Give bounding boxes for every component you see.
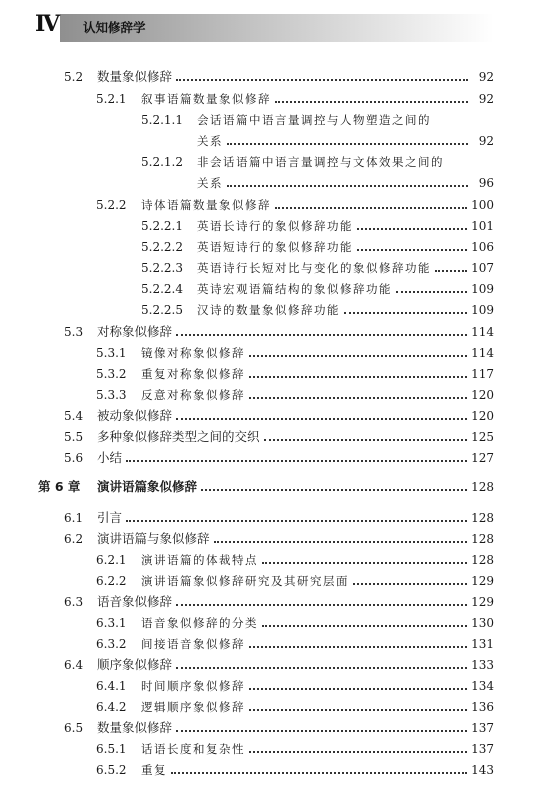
toc-entry-title: 数量象似修辞: [97, 720, 173, 735]
toc-entry[interactable]: [0, 280, 494, 298]
toc-entry-title: 非会话语篇中语言量调控与文体效果之间的: [197, 155, 444, 169]
toc-entry-title: 对称象似修辞: [97, 324, 173, 339]
toc-entry[interactable]: [0, 68, 494, 86]
dot-leader: [249, 709, 467, 711]
toc-entry[interactable]: [0, 323, 494, 341]
toc-entry[interactable]: [0, 386, 494, 404]
toc-entry-page: 92: [478, 70, 494, 84]
toc-entry-number: 5.2.1.2: [141, 155, 183, 169]
dot-leader: [126, 460, 467, 462]
toc-entry-number: 5.2.2.5: [141, 303, 183, 317]
toc-entry-title: 小结: [97, 450, 123, 465]
toc-entry-number: 5.2.2.3: [141, 261, 183, 275]
toc-entry-title: 英语长诗行的象似修辞功能: [197, 219, 353, 233]
dot-leader: [176, 730, 467, 732]
dot-leader: [262, 625, 467, 627]
toc-entry[interactable]: [0, 132, 494, 150]
dot-leader: [249, 355, 467, 357]
toc-entry[interactable]: [0, 259, 494, 277]
toc-entry-page: 100: [471, 198, 494, 212]
dot-leader: [126, 520, 467, 522]
toc-entry-page: 129: [471, 595, 494, 609]
dot-leader: [344, 312, 467, 314]
toc-entry-number: 5.2.2.2: [141, 240, 183, 254]
toc-entry-title: 会话语篇中语言量调控与人物塑造之间的: [197, 113, 431, 127]
toc-entry[interactable]: [0, 301, 494, 319]
toc-entry-title: 数量象似修辞: [97, 69, 173, 84]
toc-entry-page: 128: [471, 511, 494, 525]
toc-entry-number: 5.6: [64, 451, 84, 465]
toc-entry[interactable]: [0, 530, 494, 548]
toc-entry-number: 6.2.1: [96, 553, 127, 567]
toc-entry-title: 关系: [197, 134, 223, 148]
toc-entry[interactable]: [0, 761, 494, 779]
toc-entry[interactable]: [0, 365, 494, 383]
toc-entry-number: 6.5.1: [96, 742, 127, 756]
dot-leader: [201, 489, 467, 491]
toc-entry[interactable]: [0, 719, 494, 737]
toc-entry[interactable]: [0, 428, 494, 446]
toc-entry-page: 130: [471, 616, 494, 630]
toc-entry-page: 128: [471, 553, 494, 567]
dot-leader: [249, 751, 467, 753]
toc-entry-title: 反意对称象似修辞: [141, 388, 245, 402]
toc-entry[interactable]: [0, 551, 494, 569]
dot-leader: [249, 397, 467, 399]
toc-chapter-entry[interactable]: [0, 478, 494, 496]
toc-entry[interactable]: [0, 698, 494, 716]
toc-entry-page: 137: [471, 742, 494, 756]
dot-leader: [275, 207, 467, 209]
toc-entry[interactable]: [0, 614, 494, 632]
toc-entry-title: 多种象似修辞类型之间的交织: [97, 429, 260, 444]
toc-entry[interactable]: [0, 656, 494, 674]
toc-entry-number: 6.2.2: [96, 574, 127, 588]
toc-entry-page: 134: [471, 679, 494, 693]
dot-leader: [176, 604, 467, 606]
toc-entry-title: 逻辑顺序象似修辞: [141, 700, 245, 714]
toc-entry-number: 5.2.2.4: [141, 282, 183, 296]
toc-entry-page: 92: [478, 134, 494, 148]
toc-entry-number: 5.2.1: [96, 92, 127, 106]
toc-entry-number: 第 6 章: [38, 479, 81, 494]
toc-entry[interactable]: [0, 153, 494, 171]
toc-entry-number: 6.3: [64, 595, 84, 609]
dot-leader: [435, 270, 467, 272]
toc-entry-title: 关系: [197, 176, 223, 190]
dot-leader: [171, 772, 467, 774]
toc-entry[interactable]: [0, 593, 494, 611]
toc-entry-page: 128: [471, 480, 494, 494]
toc-entry-number: 5.2.2.1: [141, 219, 183, 233]
toc-entry-title: 语音象似修辞的分类: [141, 616, 258, 630]
toc-entry-number: 5.3.3: [96, 388, 127, 402]
toc-entry-number: 5.3: [64, 325, 84, 339]
toc-entry[interactable]: [0, 449, 494, 467]
toc-entry-number: 6.4.1: [96, 679, 127, 693]
toc-entry-title: 叙事语篇数量象似修辞: [141, 92, 271, 106]
toc-entry-page: 92: [478, 92, 494, 106]
dot-leader: [214, 541, 468, 543]
page-number: Ⅳ: [35, 11, 60, 37]
toc-entry[interactable]: [0, 217, 494, 235]
toc-entry-title: 演讲语篇象似修辞: [97, 479, 198, 494]
dot-leader: [176, 334, 467, 336]
dot-leader: [264, 439, 468, 441]
toc-entry-title: 汉诗的数量象似修辞功能: [197, 303, 340, 317]
toc-entry-title: 镜像对称象似修辞: [141, 346, 245, 360]
toc-entry-number: 6.2: [64, 532, 84, 546]
toc-entry-title: 时间顺序象似修辞: [141, 679, 245, 693]
toc-entry-title: 顺序象似修辞: [97, 657, 173, 672]
toc-entry-number: 5.2.1.1: [141, 113, 183, 127]
toc-entry-title: 演讲语篇与象似修辞: [97, 531, 210, 546]
toc-entry-title: 间接语音象似修辞: [141, 637, 245, 651]
toc-entry-title: 语音象似修辞: [97, 594, 173, 609]
dot-leader: [396, 291, 467, 293]
toc-entry-title: 话语长度和复杂性: [141, 742, 245, 756]
dot-leader: [249, 646, 467, 648]
toc-entry-page: 131: [471, 637, 494, 651]
toc-entry-number: 5.5: [64, 430, 84, 444]
toc-entry-title: 演讲语篇象似修辞研究及其研究层面: [141, 574, 349, 588]
toc-entry-title: 重复: [141, 763, 167, 777]
dot-leader: [227, 143, 468, 145]
toc-entry-title: 引言: [97, 510, 123, 525]
dot-leader: [357, 228, 467, 230]
toc-entry-number: 6.4.2: [96, 700, 127, 714]
toc-entry-page: 120: [471, 388, 494, 402]
toc-entry[interactable]: [0, 677, 494, 695]
toc-entry-page: 133: [471, 658, 494, 672]
toc-entry-page: 129: [471, 574, 494, 588]
toc-entry-page: 109: [471, 282, 494, 296]
toc-entry-title: 演讲语篇的体裁特点: [141, 553, 258, 567]
toc-entry-page: 106: [471, 240, 494, 254]
toc-entry[interactable]: [0, 407, 494, 425]
toc-entry-page: 136: [471, 700, 494, 714]
running-title: 认知修辞学: [83, 20, 146, 35]
toc-entry-page: 117: [471, 367, 494, 381]
toc-entry[interactable]: [0, 509, 494, 527]
toc-entry-number: 6.1: [64, 511, 84, 525]
dot-leader: [176, 79, 468, 81]
dot-leader: [275, 101, 468, 103]
toc-entry-number: 5.3.2: [96, 367, 127, 381]
toc-entry-page: 114: [471, 325, 494, 339]
dot-leader: [353, 583, 467, 585]
toc-entry-title: 诗体语篇数量象似修辞: [141, 198, 271, 212]
toc-entry-title: 英语短诗行的象似修辞功能: [197, 240, 353, 254]
toc-entry-title: 英诗宏观语篇结构的象似修辞功能: [197, 282, 392, 296]
toc-entry-title: 英语诗行长短对比与变化的象似修辞功能: [197, 261, 431, 275]
toc-entry-page: 137: [471, 721, 494, 735]
toc-entry-page: 101: [471, 219, 494, 233]
toc-entry-number: 5.3.1: [96, 346, 127, 360]
toc-entry[interactable]: [0, 572, 494, 590]
toc-entry-page: 127: [471, 451, 494, 465]
dot-leader: [227, 185, 468, 187]
toc-entry-number: 6.3.1: [96, 616, 127, 630]
toc-entry-number: 5.4: [64, 409, 84, 423]
toc-entry-number: 5.2.2: [96, 198, 127, 212]
toc-entry-number: 6.5.2: [96, 763, 127, 777]
toc-entry-page: 125: [471, 430, 494, 444]
toc-entry[interactable]: [0, 90, 494, 108]
toc-entry[interactable]: [0, 196, 494, 214]
toc-entry-number: 5.2: [64, 70, 84, 84]
toc-entry[interactable]: [0, 238, 494, 256]
dot-leader: [262, 562, 467, 564]
toc-entry[interactable]: [0, 635, 494, 653]
toc-entry-page: 143: [471, 763, 494, 777]
toc-entry[interactable]: [0, 111, 494, 129]
dot-leader: [249, 376, 467, 378]
toc-entry[interactable]: [0, 174, 494, 192]
dot-leader: [176, 418, 467, 420]
toc-entry-number: 6.4: [64, 658, 84, 672]
toc-entry-number: 6.3.2: [96, 637, 127, 651]
toc-entry-page: 109: [471, 303, 494, 317]
toc-entry-page: 96: [478, 176, 494, 190]
toc-entry[interactable]: [0, 740, 494, 758]
toc-entry-title: 重复对称象似修辞: [141, 367, 245, 381]
toc-entry-number: 6.5: [64, 721, 84, 735]
dot-leader: [176, 667, 467, 669]
toc-entry[interactable]: [0, 344, 494, 362]
toc-entry-page: 107: [471, 261, 494, 275]
toc-entry-title: 被动象似修辞: [97, 408, 173, 423]
toc-entry-page: 128: [471, 532, 494, 546]
toc-entry-page: 114: [471, 346, 494, 360]
toc-entry-page: 120: [471, 409, 494, 423]
dot-leader: [249, 688, 467, 690]
dot-leader: [357, 249, 467, 251]
